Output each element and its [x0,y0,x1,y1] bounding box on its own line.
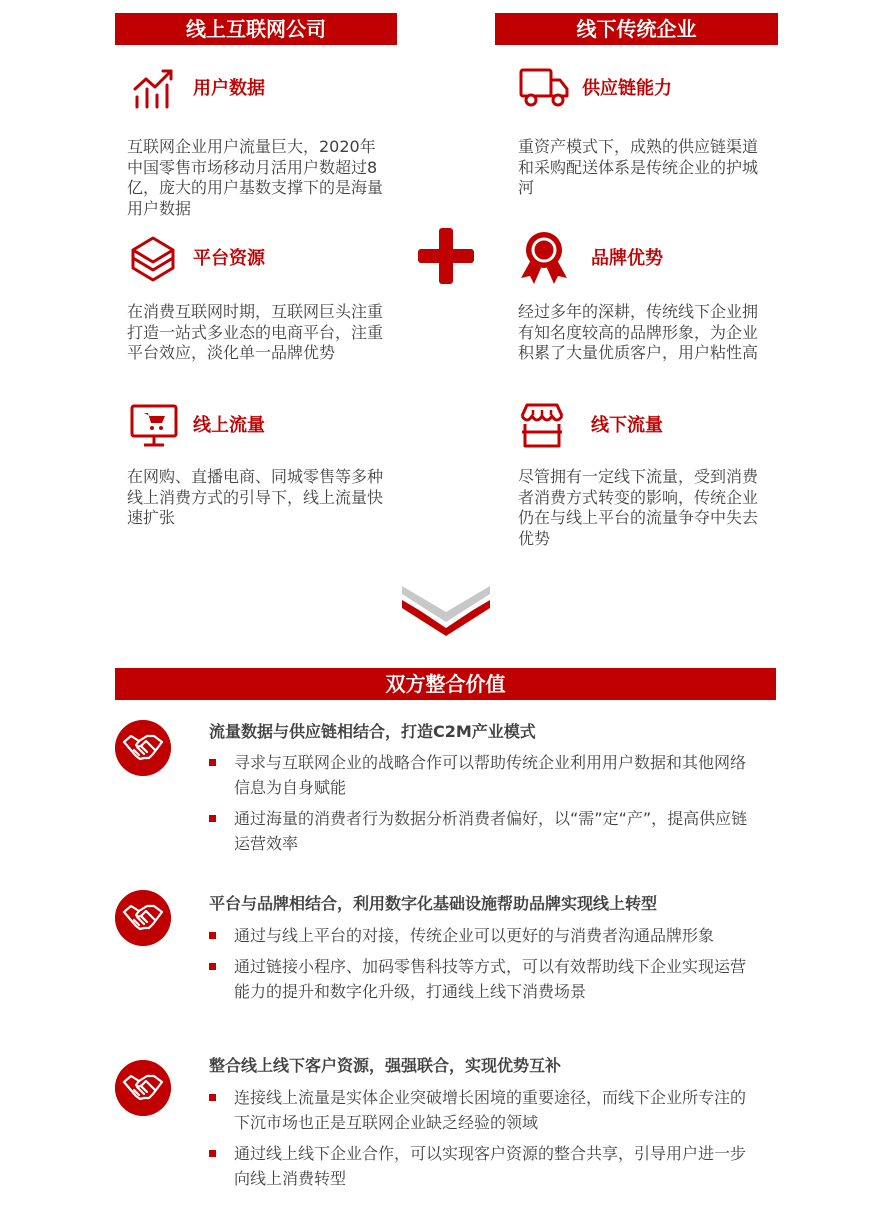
feature-desc-offline-traffic: 尽管拥有一定线下流量，受到消费者消费方式转变的影响，传统企业仍在与线上平台的流量争夺中失去优势 [518,467,759,548]
medal-icon [517,230,571,286]
bullet-text: 通过线上线下企业合作，可以实现客户资源的整合共享，引导用户进一步向线上消费转型 [234,1144,747,1188]
bullet-text: 通过链接小程序、加码零售科技等方式，可以有效帮助线下企业实现运营能力的提升和数字化升级，打通线上线下消费场景 [234,957,747,1001]
handshake-icon [115,720,171,776]
storefront-icon [518,402,566,450]
bar-chart-icon [131,67,177,111]
bullet-square-icon [209,963,216,970]
feature-title-online-traffic: 线上流量 [193,415,265,436]
bullet-text: 连接线上流量是实体企业突破增长困境的重要途径，而线下企业所专注的下沉市场也正是互联网企业缺乏经验的领域 [234,1088,747,1132]
bullet-item [209,923,761,948]
plus-icon [416,226,476,286]
bullet-item [209,806,761,856]
feature-desc-platform: 在消费互联网时期，互联网巨头注重打造一站式多业态的电商平台，注重平台效应，淡化单一品牌优势 [127,302,384,362]
feature-title-supply-chain: 供应链能力 [582,78,672,99]
feature-desc-user-data: 互联网企业用户流量巨大，2020年中国零售市场移动月活用户数超过8亿，庞大的用户基数支撑下的是海量用户数据 [127,137,384,218]
feature-desc-brand: 经过多年的深耕，传统线下企业拥有知名度较高的品牌形象，为企业积累了大量优质客户，用户粘性高 [518,302,759,362]
feature-desc-online-traffic: 在网购、直播电商、同城零售等多种线上消费方式的引导下，线上流量快速扩张 [127,467,384,527]
handshake-icon [115,1060,171,1116]
section-title: 整合线上线下客户资源，强强联合，实现优势互补 [209,1056,562,1075]
feature-desc-supply-chain: 重资产模式下，成熟的供应链渠道和采购配送体系是传统企业的护城河 [518,137,759,197]
bullet-square-icon [209,1150,216,1157]
bullet-text: 寻求与互联网企业的战略合作可以帮助传统企业利用用户数据和其他网络信息为自身赋能 [234,753,747,797]
box-icon [129,234,177,284]
bullet-item [209,1085,761,1135]
handshake-icon [115,890,171,946]
feature-title-platform: 平台资源 [193,248,265,269]
chevron-down-icon [400,584,492,638]
left-header: 线上互联网公司 [115,13,397,45]
section-title: 平台与品牌相结合，利用数字化基础设施帮助品牌实现线上转型 [209,894,658,913]
right-header: 线下传统企业 [495,13,778,45]
monitor-cart-icon [130,404,178,448]
feature-title-user-data: 用户数据 [193,78,265,99]
bullet-item [209,750,761,800]
section-title: 流量数据与供应链相结合，打造C2M产业模式 [209,722,536,741]
value-header: 双方整合价值 [115,668,776,700]
feature-title-offline-traffic: 线下流量 [591,415,663,436]
bullet-text: 通过海量的消费者行为数据分析消费者偏好，以“需”定“产”，提高供应链运营效率 [234,809,748,853]
truck-icon [518,66,570,110]
bullet-square-icon [209,759,216,766]
bullet-square-icon [209,815,216,822]
bullet-square-icon [209,1094,216,1101]
feature-title-brand: 品牌优势 [591,248,663,269]
bullet-item [209,954,761,1004]
bullet-item [209,1141,761,1191]
bullet-text: 通过与线上平台的对接，传统企业可以更好的与消费者沟通品牌形象 [234,926,715,945]
bullet-square-icon [209,932,216,939]
